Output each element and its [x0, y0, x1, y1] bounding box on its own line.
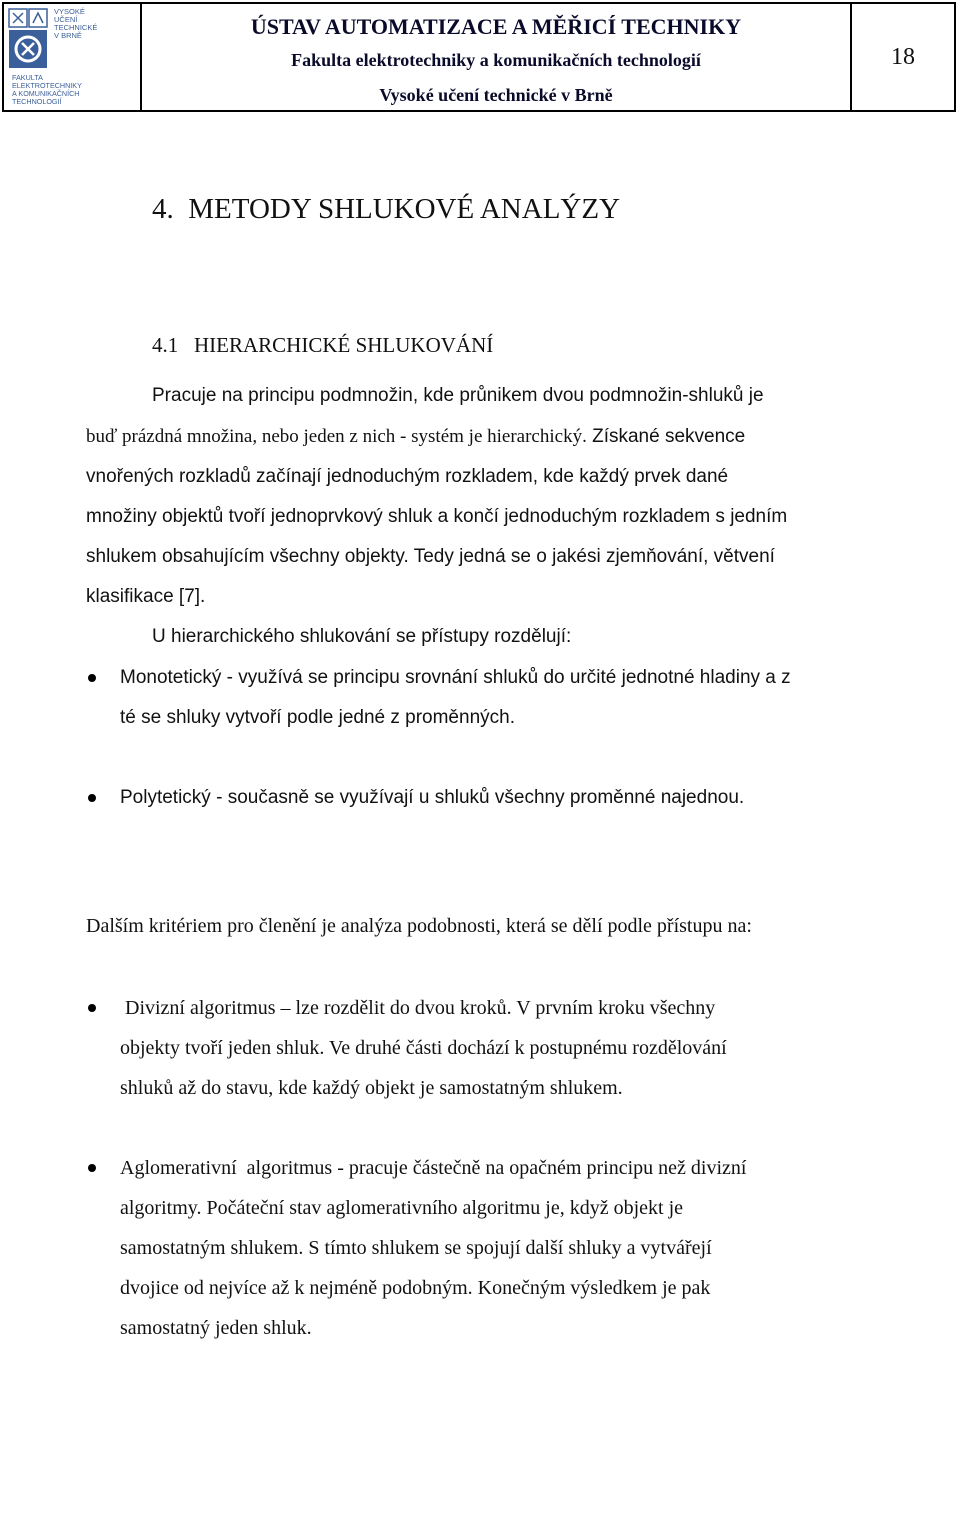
list-item-line: Divizní algoritmus – lze rozdělit do dvou kroků. V prvním kroku všechny [120, 997, 716, 1019]
list-item-line: objekty tvoří jeden shluk. Ve druhé části dochází k postupnému rozdělování [120, 1037, 727, 1059]
institute-name: ÚSTAV AUTOMATIZACE A MĚŘICÍ TECHNIKY [250, 14, 742, 39]
paragraph-line: množiny objektů tvoří jednoprvkový shluk a končí jednoduchým rozkladem s jedním [86, 506, 788, 527]
list-item-line: Aglomerativní algoritmus - pracuje částečně na opačném principu než divizní [120, 1157, 747, 1179]
faculty-logo [4, 4, 142, 110]
paragraph-fragment: buď prázdná množina, nebo jeden z nich - systém je hierarchický. [86, 426, 587, 447]
paragraph-line: klasifikace [7]. [86, 586, 206, 607]
approaches-intro: U hierarchického shlukování se přístupy rozdělují: [152, 626, 572, 647]
page-number: 18 [891, 44, 915, 70]
bullet-icon [88, 1164, 96, 1172]
header-titles [142, 4, 852, 110]
list-item-line: Polytetický - současně se využívají u shluků všechny proměnné najednou. [120, 787, 745, 808]
list-item-line: samostatný jeden shluk. [120, 1317, 312, 1339]
page-header [2, 2, 956, 112]
paragraph-fragment: Získané sekvence [586, 426, 746, 447]
list-item-line: shluků až do stavu, kde každý objekt je samostatným shlukem. [120, 1077, 623, 1099]
university-name: Vysoké učení technické v Brně [379, 85, 613, 105]
university-logo-text: VYSOKÉ UČENÍ TECHNICKÉ V BRNĚ [54, 7, 98, 40]
paragraph-line: vnořených rozkladů začínají jednoduchým rozkladem, kde každý prvek dané [86, 466, 729, 487]
list-item-line: dvojice od nejvíce až k nejméně podobným. Konečným výsledkem je pak [120, 1277, 711, 1299]
paragraph-line: Pracuje na principu podmnožin, kde průnikem dvou podmnožin-shluků je [152, 385, 764, 406]
paragraph-line [86, 426, 745, 448]
chapter-title: 4. METODY SHLUKOVÉ ANALÝZY [152, 193, 621, 225]
list-item-line: Monotetický - využívá se principu srovnání shluků do určité jednotné hladiny a z [120, 667, 791, 688]
list-item-line: samostatným shlukem. S tímto shlukem se spojují další shluky a vytvářejí [120, 1237, 712, 1259]
paragraph-line: shlukem obsahujícím všechny objekty. Tedy jedná se o jakési zjemňování, větvení [86, 546, 775, 567]
section-title: 4.1 HIERARCHICKÉ SHLUKOVÁNÍ [152, 333, 494, 357]
bullet-icon [88, 1004, 96, 1012]
criterion-intro: Dalším kritériem pro členění je analýza podobnosti, která se dělí podle přístupu na: [86, 915, 752, 937]
bullet-icon [88, 794, 96, 802]
list-item-line: té se shluky vytvoří podle jedné z proměnných. [120, 707, 515, 728]
faculty-emblem-icon [8, 8, 52, 68]
bullet-icon [88, 674, 96, 682]
faculty-name: Fakulta elektrotechniky a komunikačních technologií [291, 50, 701, 70]
list-item-line: algoritmy. Počáteční stav aglomerativního algoritmu je, když objekt je [120, 1197, 683, 1219]
faculty-logo-text: FAKULTA ELEKTROTECHNIKY A KOMUNIKAČNÍCH TECHNOLOGIÍ [12, 73, 82, 106]
